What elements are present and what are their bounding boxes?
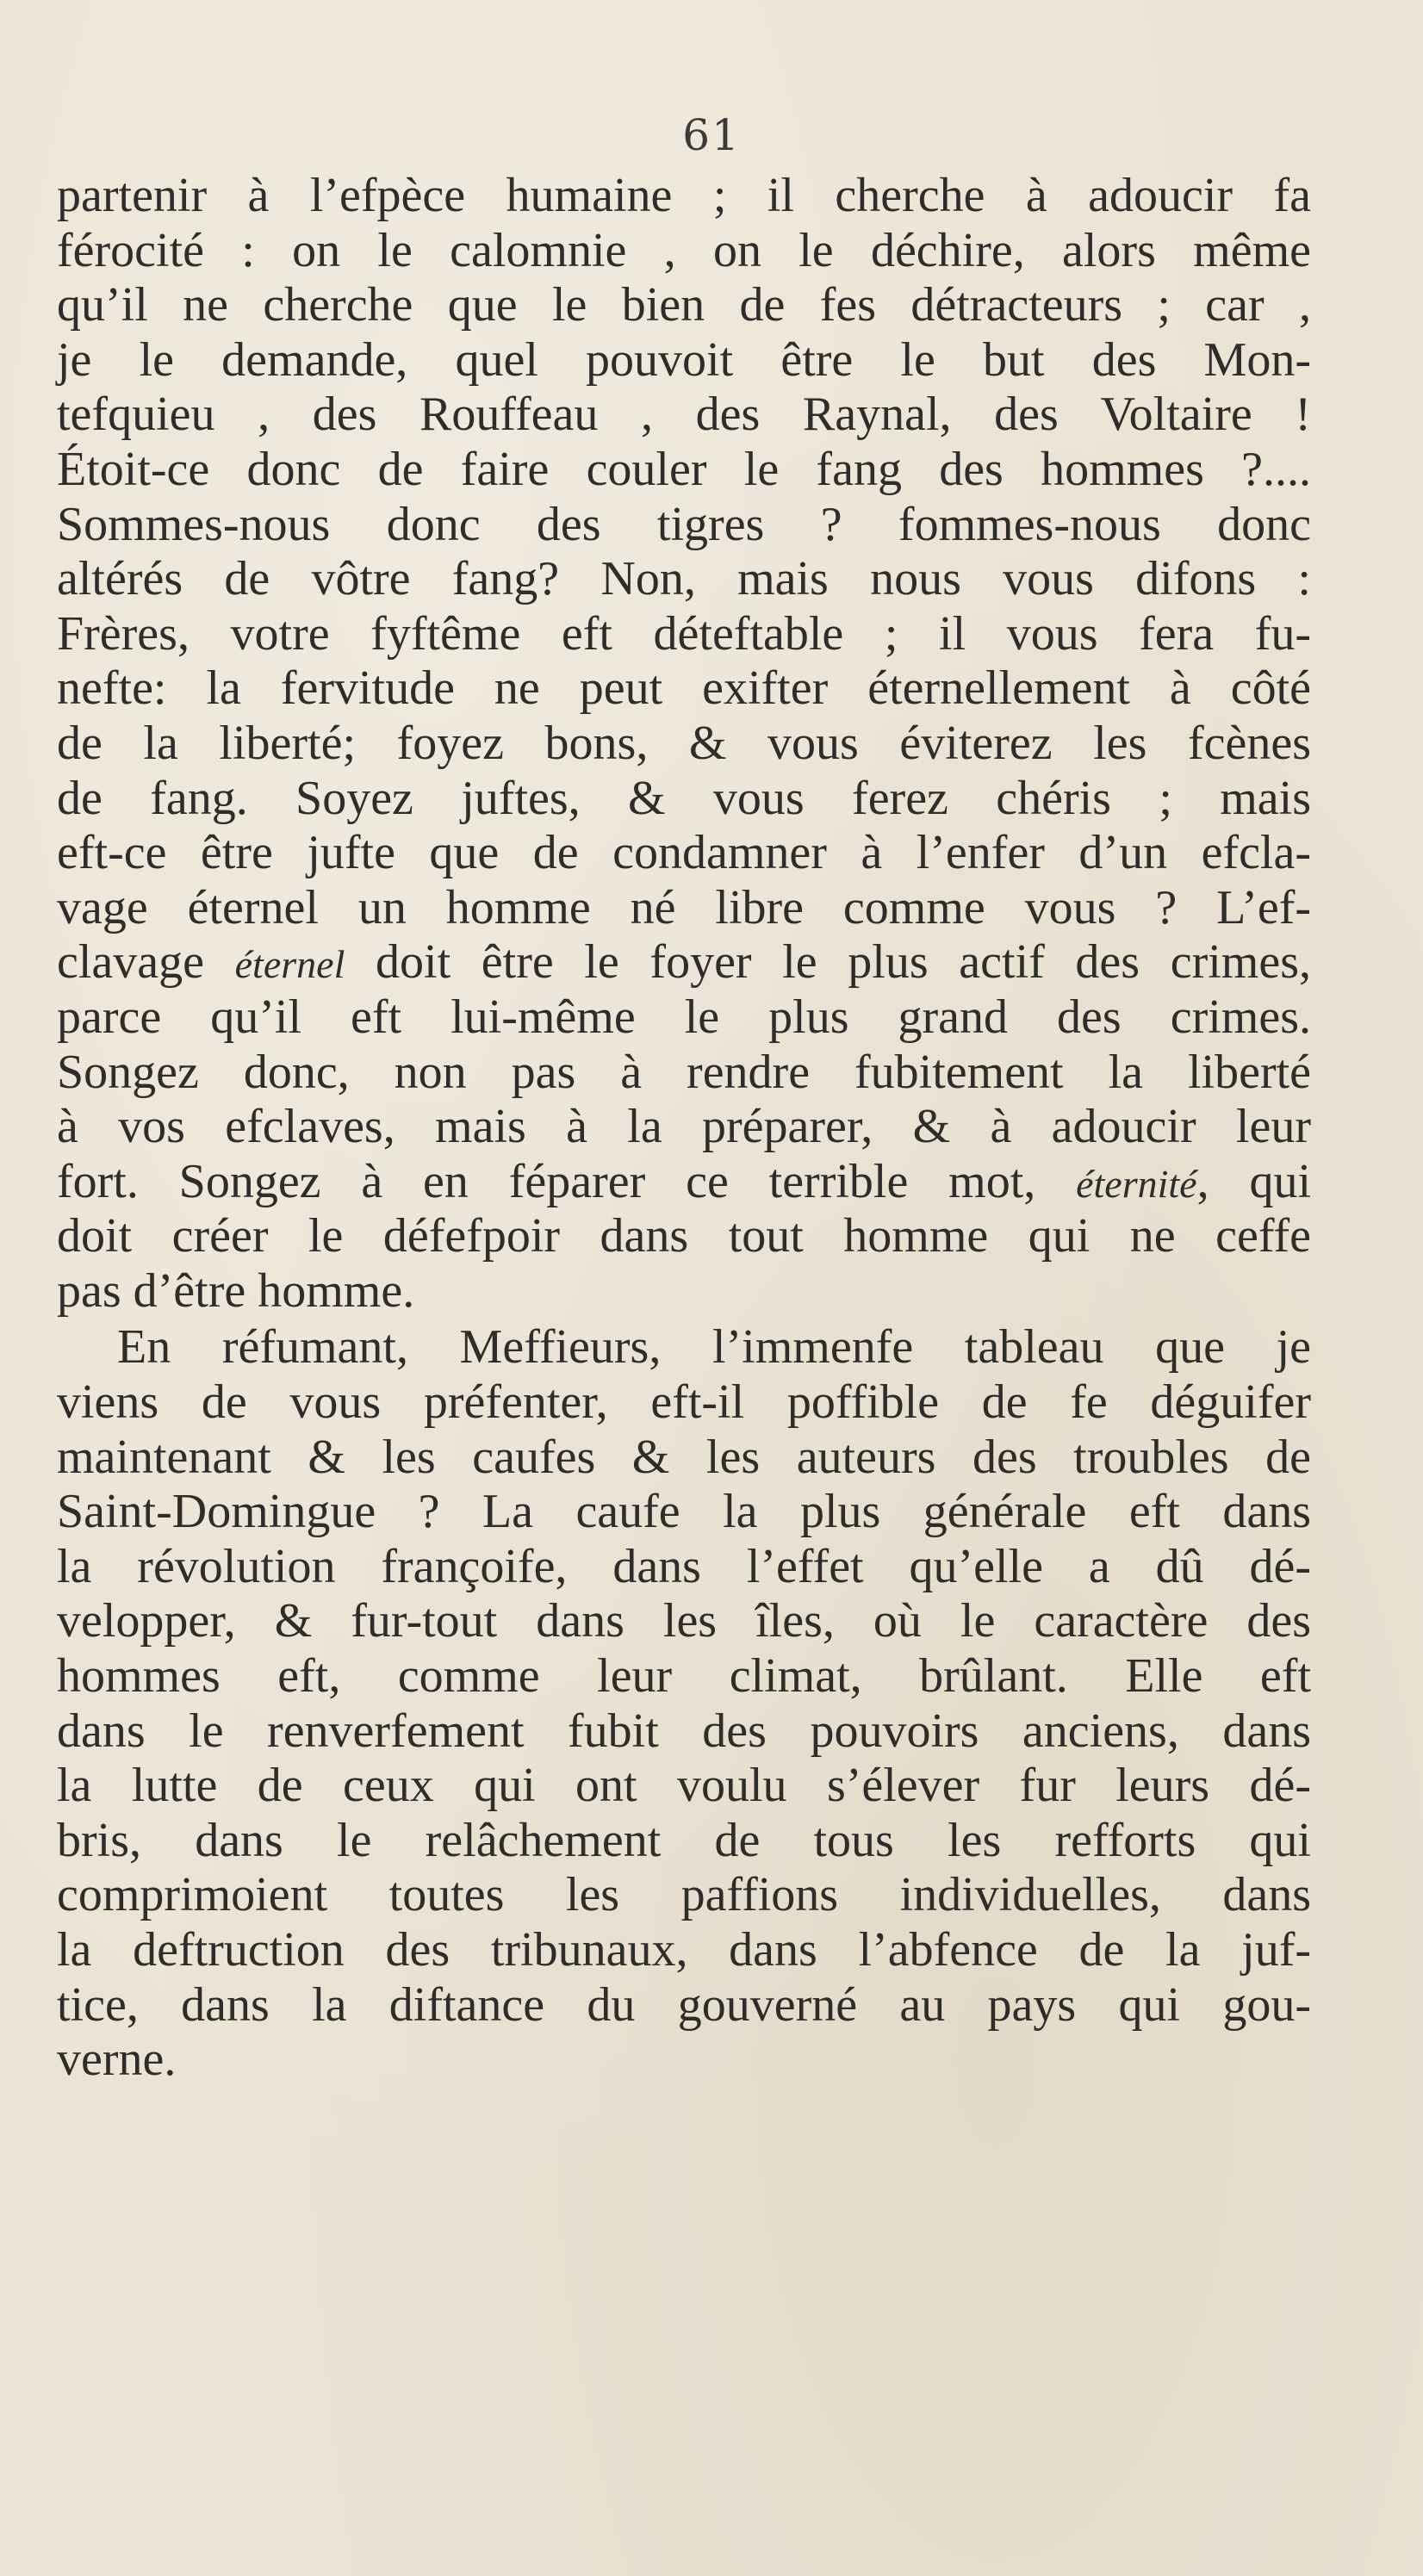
text-line-33: la deftruction des tribunaux, dans l’abfence de la juf- [57, 1923, 1311, 1977]
text-line-3: qu’il ne cherche que le bien de fes détracteurs ; car , [57, 278, 1311, 332]
text-line-12: de fang. Soyez juftes, & vous ferez chéris ; mais [57, 771, 1311, 825]
text-line-32: comprimoient toutes les paffions individuelles, dans [57, 1868, 1311, 1922]
italic-word: éternel [234, 942, 345, 987]
text-line-24: maintenant & les caufes & les auteurs des troubles de [57, 1430, 1311, 1484]
text-line-9: Frères, votre fyftême eft déteftable ; il vous fera fu- [57, 606, 1311, 661]
text-line-35: verne. [57, 2033, 177, 2087]
text-line-8: altérés de vôtre fang? Non, mais nous vous difons : [57, 552, 1311, 606]
text-line-28: hommes eft, comme leur climat, brûlant. Elle eft [57, 1649, 1311, 1704]
text-line-29: dans le renverfement fubit des pouvoirs anciens, dans [57, 1704, 1311, 1758]
text-line-23: viens de vous préfenter, eft-il poffible de fe déguifer [57, 1375, 1311, 1430]
body-text [57, 169, 1311, 2088]
text-line-27: velopper, & fur-tout dans les îles, où le caractère des [57, 1594, 1311, 1648]
text-line-21: pas d’être homme. [57, 1263, 415, 1318]
text-line-34: tice, dans la diftance du gouverné au pays qui gou- [57, 1977, 1311, 2032]
text-line-13: eft-ce être jufte que de condamner à l’enfer d’un efcla- [57, 826, 1311, 880]
text-line-5: tefquieu , des Rouffeau , des Raynal, des Voltaire ! [57, 388, 1311, 442]
text-line-7: Sommes-nous donc des tigres ? fommes-nous donc [57, 497, 1311, 551]
text-line-17: Songez donc, non pas à rendre fubitement la liberté [57, 1045, 1311, 1099]
text-line-26: la révolution françoife, dans l’effet qu’elle a dû dé- [57, 1539, 1311, 1593]
text-line-10: nefte: la fervitude ne peut exifter éternellement à côté [57, 661, 1311, 716]
text-line-25: Saint-Domingue ? La caufe la plus générale eft dans [57, 1485, 1311, 1539]
text-line-15: clavage éternel doit être le foyer le plus actif des crimes, [57, 935, 1311, 990]
text-line-2: férocité : on le calomnie , on le déchire, alors même [57, 223, 1311, 277]
page-number: 61 [682, 110, 741, 160]
text-line-31: bris, dans le relâchement de tous les refforts qui [57, 1813, 1311, 1867]
text-line-18: à vos efclaves, mais à la préparer, & à adoucir leur [57, 1100, 1311, 1154]
text-line-20: doit créer le défefpoir dans tout homme qui ne ceffe [57, 1209, 1311, 1263]
text-line-11: de la liberté; foyez bons, & vous éviterez les fcènes [57, 716, 1311, 770]
text-line-16: parce qu’il eft lui-même le plus grand des crimes. [57, 990, 1311, 1044]
text-line-22: En réfumant, Meffieurs, l’immenfe tableau que je [117, 1320, 1311, 1375]
italic-word: éternité [1076, 1161, 1197, 1206]
text-line-30: la lutte de ceux qui ont voulu s’élever fur leurs dé- [57, 1759, 1311, 1813]
text-line-14: vage éternel un homme né libre comme vous ? L’ef- [57, 880, 1311, 934]
text-line-6: Étoit-ce donc de faire couler le fang des hommes ?.... [57, 442, 1311, 496]
text-line-4: je le demande, quel pouvoit être le but des Mon- [57, 332, 1311, 387]
text-line-19: fort. Songez à en féparer ce terrible mot, éternité, qui [57, 1154, 1311, 1208]
text-line-1: partenir à l’efpèce humaine ; il cherche à adoucir fa [57, 169, 1311, 222]
